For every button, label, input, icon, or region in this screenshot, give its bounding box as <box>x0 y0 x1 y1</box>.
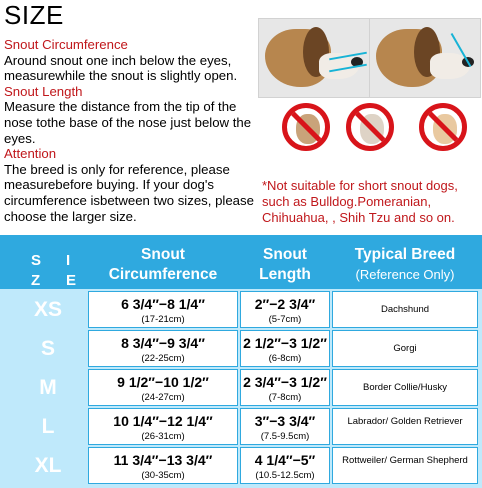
size-label: S <box>40 337 55 360</box>
size-label: M <box>39 376 57 399</box>
measure-cm: (30-35cm) <box>141 470 185 481</box>
measure-cm: (17-21cm) <box>141 314 185 325</box>
heading-snout-length: Snout Length <box>4 83 83 99</box>
no-chihuahua-icon <box>419 103 467 151</box>
heading-attention: Attention <box>4 146 57 162</box>
measure-cm: (6-8cm) <box>268 353 302 364</box>
measure-inches: 6 3/4″−8 1/4″ <box>121 296 205 312</box>
text-attention: The breed is only for reference, please measurebefore buying. If your dog's circumference isbetween two sizes, please choose the larger size. <box>4 161 254 224</box>
size-header: S I Z E <box>31 252 77 289</box>
page-title: SIZE <box>4 0 64 30</box>
measure-cm: (22-25cm) <box>141 353 185 364</box>
breed-text: Rottweiler/ German Shepherd <box>342 455 468 466</box>
measure-cm: (10.5-12.5cm) <box>255 470 315 481</box>
photo-measure-length <box>369 18 481 98</box>
breed-text: Dachshund <box>380 304 430 315</box>
size-label: L <box>41 415 55 438</box>
measure-cm: (7-8cm) <box>268 392 302 403</box>
measure-inches: 3″−3 3/4″ <box>254 413 316 429</box>
breed-cell <box>332 408 478 445</box>
measure-inches: 9 1/2″−10 1/2″ <box>117 374 209 390</box>
breed-cell <box>332 369 478 406</box>
measure-inches: 2″−2 3/4″ <box>254 296 316 312</box>
heading-snout-circumference: Snout Circumference <box>4 37 128 52</box>
text-snout-circumference: Around snout one inch below the eyes, measurewhile the snout is slightly open. <box>4 52 238 84</box>
circumference-cell <box>88 408 238 445</box>
measure-cm: (5-7cm) <box>268 314 302 325</box>
circumference-cell <box>88 330 238 367</box>
short-snout-note: *Not suitable for short snout dogs, such as Bulldog.Pomeranian, Chihuahua, , Shih Tzu and so on. <box>262 178 458 225</box>
breed-cell <box>332 447 478 484</box>
length-cell <box>240 330 330 367</box>
length-cell <box>240 369 330 406</box>
header-typical-breed: Typical Breed (Reference Only) <box>354 246 456 282</box>
photo-measure-circumference <box>258 18 370 98</box>
measure-inches: 10 1/4″−12 1/4″ <box>113 413 213 429</box>
length-cell <box>240 447 330 484</box>
no-shih-tzu-icon <box>346 103 394 151</box>
header-snout-circumference: Snout Circumference <box>108 246 218 283</box>
length-cell <box>240 291 330 328</box>
breed-text: Border Collie/Husky <box>363 382 447 393</box>
size-table <box>0 235 482 488</box>
instructions <box>4 37 266 224</box>
breed-cell <box>332 291 478 328</box>
circumference-cell <box>88 291 238 328</box>
measure-cm: (24-27cm) <box>141 392 185 403</box>
length-cell <box>240 408 330 445</box>
table-header <box>0 235 482 289</box>
header-snout-length: Snout Length <box>259 246 311 283</box>
measure-inches: 2 1/2″−3 1/2″ <box>243 335 327 351</box>
breed-text: Labrador/ Golden Retriever <box>347 416 463 427</box>
size-label: XL <box>34 454 62 477</box>
breed-cell <box>332 330 478 367</box>
measure-cm: (26-31cm) <box>141 431 185 442</box>
size-label: XS <box>33 298 62 321</box>
circumference-cell <box>88 369 238 406</box>
measure-cm: (7.5-9.5cm) <box>260 431 310 442</box>
circumference-cell <box>88 447 238 484</box>
measure-inches: 4 1/4″−5″ <box>254 452 316 468</box>
no-bulldog-icon <box>282 103 330 151</box>
text-snout-length: Measure the distance from the tip of the nose tothe base of the nose just below the eyes. <box>4 99 252 146</box>
measure-inches: 2 3/4″−3 1/2″ <box>243 374 327 390</box>
measure-inches: 11 3/4″−13 3/4″ <box>113 452 213 468</box>
breed-text: Gorgi <box>393 343 417 354</box>
measure-inches: 8 3/4″−9 3/4″ <box>121 335 205 351</box>
